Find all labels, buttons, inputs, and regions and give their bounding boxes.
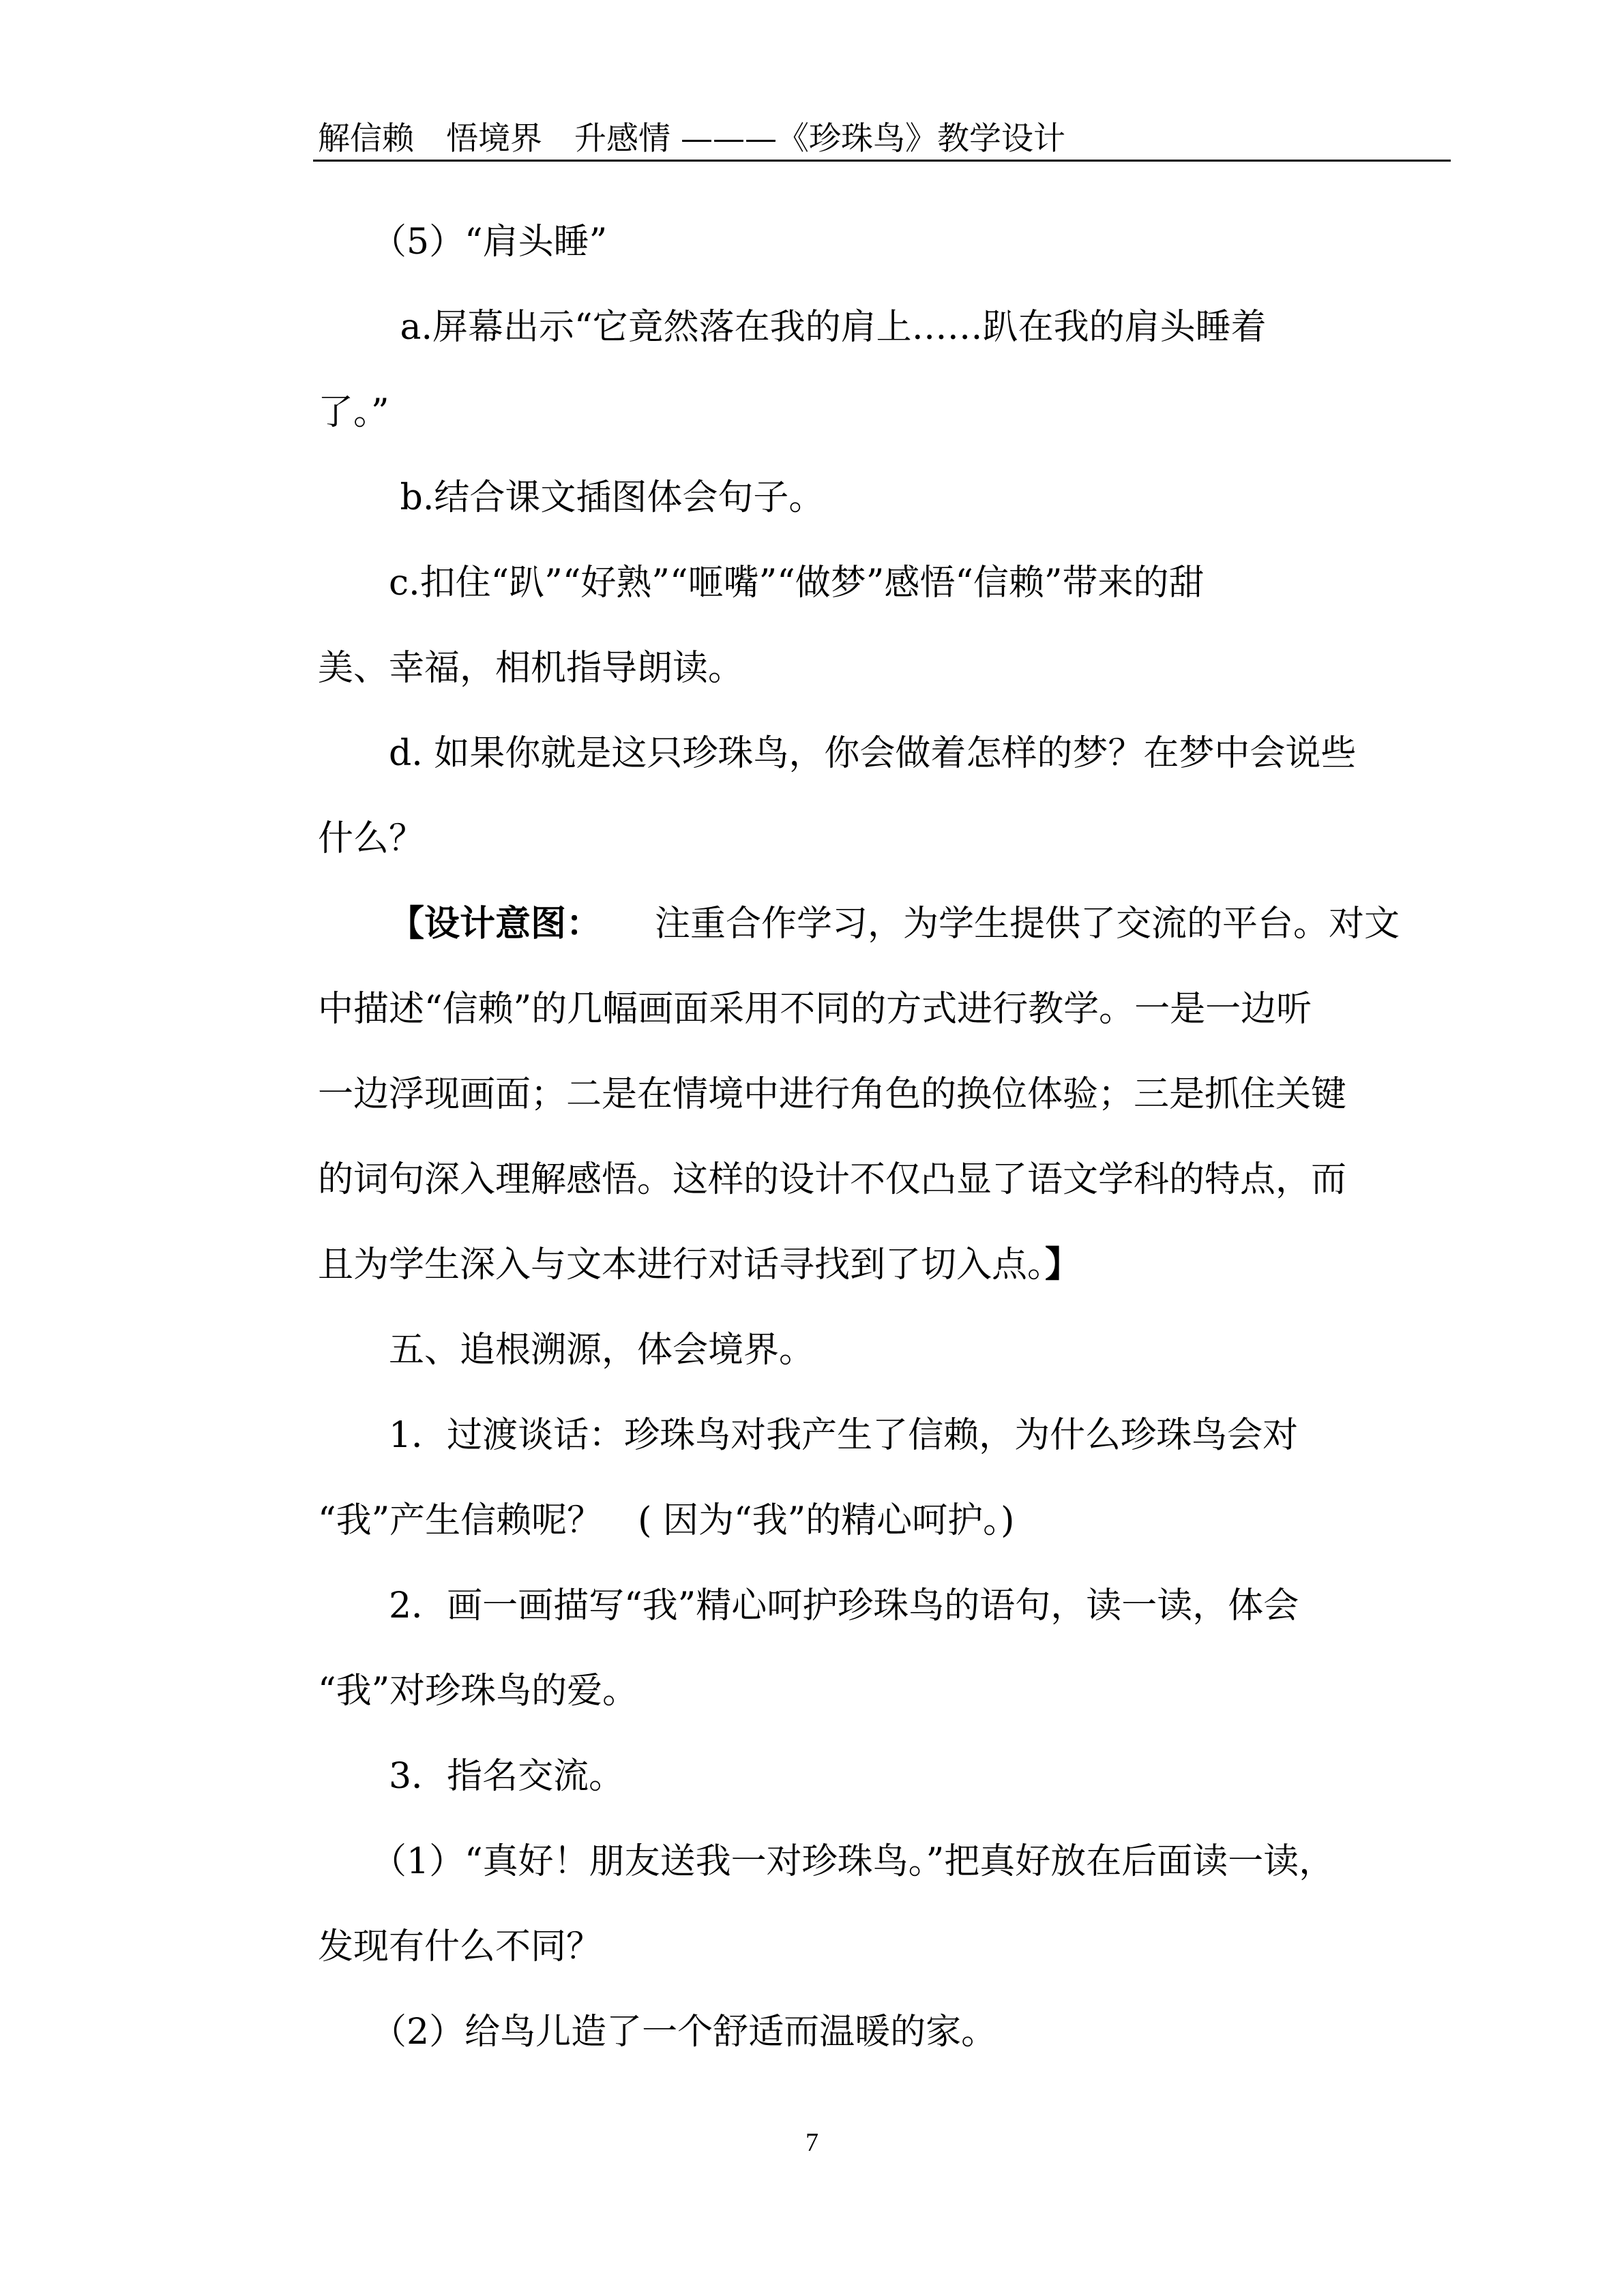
section-heading: 五、追根溯源，体会境界。 (318, 1330, 815, 1371)
paragraph-line: a.屏幕出示“它竟然落在我的肩上……趴在我的肩头睡着 (318, 307, 1267, 348)
paragraph-line: 一边浮现画面；二是在情境中进行角色的换位体验；三是抓住关键 (318, 1074, 1347, 1115)
paragraph-line: 发现有什么不同？ (318, 1926, 602, 1967)
paragraph-line: 美、幸福，相机指导朗读。 (318, 648, 744, 689)
design-intent-last-line (318, 1227, 1080, 1302)
paragraph-line: d. 如果你就是这只珍珠鸟，你会做着怎样的梦？在梦中会说些 (318, 733, 1357, 774)
paragraph-line: 1．过渡谈话：珍珠鸟对我产生了信赖，为什么珍珠鸟会对 (318, 1415, 1299, 1456)
paragraph-line: c.扣住“趴”“好熟”“咂嘴”“做梦”感悟“信赖”带来的甜 (318, 563, 1205, 603)
paragraph-line: “我”对珍珠鸟的爱。 (318, 1671, 638, 1712)
design-intent-text: 注重合作学习，为学生提供了交流的平台。对文 (584, 904, 1400, 944)
header-rule (313, 160, 1451, 162)
paragraph-line: （1）“真好！朋友送我一对珍珠鸟。”把真好放在后面读一读， (318, 1841, 1335, 1882)
paragraph-line: 什么？ (318, 818, 425, 859)
paragraph-line: （2）给鸟儿造了一个舒适而温暖的家。 (318, 2012, 997, 2053)
paragraph-line: 2．画一画描写“我”精心呵护珍珠鸟的语句，读一读，体会 (318, 1585, 1299, 1626)
running-header: 解信赖 悟境界 升感情 ———《珍珠鸟》教学设计 (318, 120, 1065, 158)
paragraph-line: 中描述“信赖”的几幅画面采用不同的方式进行教学。一是一边听 (318, 989, 1312, 1030)
paragraph-line: b.结合课文插图体会句子。 (318, 477, 825, 518)
paragraph-line: 3．指名交流。 (318, 1756, 625, 1797)
paragraph-line: （5）“肩头睡” (318, 222, 608, 263)
design-intent-close: 】 (1045, 1244, 1081, 1285)
paragraph-line: “我”产生信赖呢？ ( 因为“我”的精心呵护。) (318, 1500, 1015, 1541)
design-intent-label: 【设计意图： (389, 903, 585, 944)
design-intent-first-line (389, 886, 1400, 961)
paragraph-line: 了。” (318, 392, 389, 433)
page-number: 7 (806, 2128, 818, 2157)
design-intent-text: 且为学生深入与文本进行对话寻找到了切入点。 (318, 1244, 1046, 1285)
paragraph-line: 的词句深入理解感悟。这样的设计不仅凸显了语文学科的特点，而 (318, 1159, 1347, 1200)
